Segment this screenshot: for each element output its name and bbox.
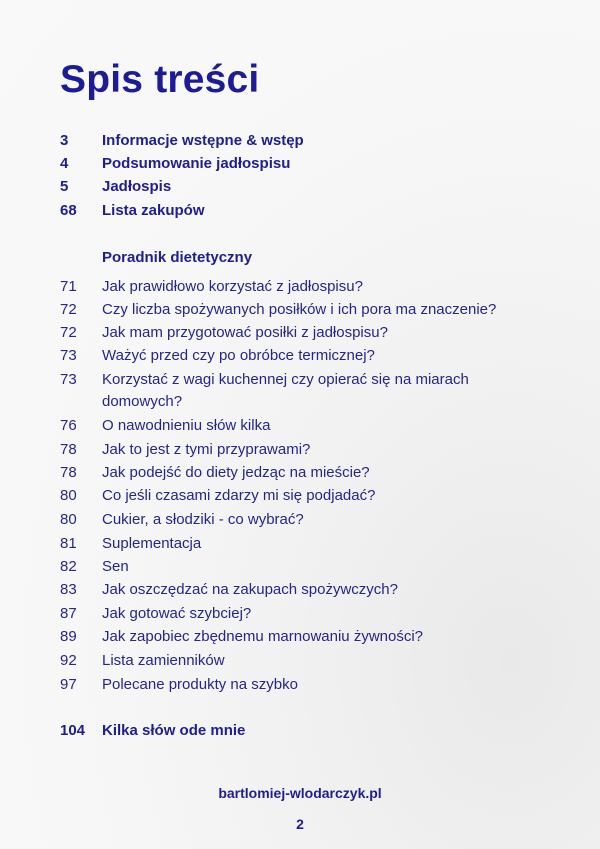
page-number: 2 xyxy=(296,816,304,832)
toc-entry xyxy=(60,369,500,413)
toc-page-number: 78 xyxy=(60,464,77,481)
toc-entry xyxy=(60,509,560,531)
footer-website: bartlomiej-wlodarczyk.pl xyxy=(218,785,382,801)
toc-page-number: 3 xyxy=(60,132,69,149)
toc-entry xyxy=(60,579,560,601)
toc-label: Jak prawidłowo korzystać z jadłospisu? xyxy=(102,278,363,295)
toc-entry xyxy=(60,674,560,696)
toc-page-number: 83 xyxy=(60,581,77,598)
toc-label: Jak podejść do diety jedząc na mieście? xyxy=(102,464,370,481)
toc-entry xyxy=(60,130,560,152)
toc-page-number: 4 xyxy=(60,155,69,172)
toc-label: Cukier, a słodziki - co wybrać? xyxy=(102,511,304,528)
toc-entry xyxy=(60,415,560,437)
toc-page-number: 81 xyxy=(60,535,77,552)
toc-label: Jadłospis xyxy=(102,178,172,195)
toc-page-number: 78 xyxy=(60,441,77,458)
toc-entry xyxy=(60,556,560,578)
toc-label: Korzystać z wagi kuchennej czy opierać się na miarach domowych? xyxy=(102,371,469,410)
toc-entry xyxy=(60,276,560,298)
toc-entry xyxy=(60,720,560,742)
toc-entry xyxy=(60,345,560,367)
toc-label: Suplementacja xyxy=(102,535,202,552)
toc-entry xyxy=(60,462,560,484)
toc-label: Jak oszczędzać na zakupach spożywczych? xyxy=(102,581,398,598)
toc-label: Jak to jest z tymi przyprawami? xyxy=(102,441,311,458)
toc-entry xyxy=(60,533,560,555)
toc-page-number: 104 xyxy=(60,722,86,739)
toc-label: O nawodnieniu słów kilka xyxy=(102,417,271,434)
toc-label: Jak mam przygotować posiłki z jadłospisu? xyxy=(102,324,388,341)
toc-page-number: 89 xyxy=(60,628,77,645)
toc-page-number: 80 xyxy=(60,511,77,528)
section-heading: Poradnik dietetyczny xyxy=(102,249,253,266)
toc-label: Kilka słów ode mnie xyxy=(102,722,246,739)
toc-page-number: 80 xyxy=(60,487,77,504)
toc-label: Lista zamienników xyxy=(102,652,225,669)
toc-page-number: 82 xyxy=(60,558,77,575)
toc-label: Sen xyxy=(102,558,129,575)
page-title: Spis treści xyxy=(60,58,260,101)
toc-entry xyxy=(60,153,560,175)
toc-page-number: 73 xyxy=(60,347,77,364)
toc-page-number: 72 xyxy=(60,301,77,318)
toc-entry xyxy=(60,200,560,222)
toc-page-number: 71 xyxy=(60,278,77,295)
toc-page-number: 5 xyxy=(60,178,69,195)
toc-page-number: 72 xyxy=(60,324,77,341)
toc-entry xyxy=(60,322,560,344)
toc-page-number: 76 xyxy=(60,417,77,434)
toc-label: Jak zapobiec zbędnemu marnowaniu żywności? xyxy=(102,628,424,645)
toc-label: Jak gotować szybciej? xyxy=(102,605,252,622)
toc-label: Podsumowanie jadłospisu xyxy=(102,155,291,172)
toc-page-number: 73 xyxy=(60,371,77,388)
toc-page-number: 92 xyxy=(60,652,77,669)
toc-page-number: 87 xyxy=(60,605,77,622)
toc-label: Informacje wstępne & wstęp xyxy=(102,132,304,149)
toc-label: Ważyć przed czy po obróbce termicznej? xyxy=(102,347,375,364)
toc-label: Co jeśli czasami zdarzy mi się podjadać? xyxy=(102,487,376,504)
toc-entry xyxy=(60,626,560,648)
toc-entry xyxy=(60,299,560,321)
toc-page-number: 97 xyxy=(60,676,77,693)
toc-entry xyxy=(60,650,560,672)
toc-label: Lista zakupów xyxy=(102,202,205,219)
toc-label: Czy liczba spożywanych posiłków i ich pora ma znaczenie? xyxy=(102,301,497,318)
toc-entry xyxy=(60,485,560,507)
toc-entry xyxy=(60,176,560,198)
toc-entry xyxy=(60,603,560,625)
toc-label: Polecane produkty na szybko xyxy=(102,676,298,693)
toc-entry xyxy=(60,439,560,461)
toc-page-number: 68 xyxy=(60,202,77,219)
